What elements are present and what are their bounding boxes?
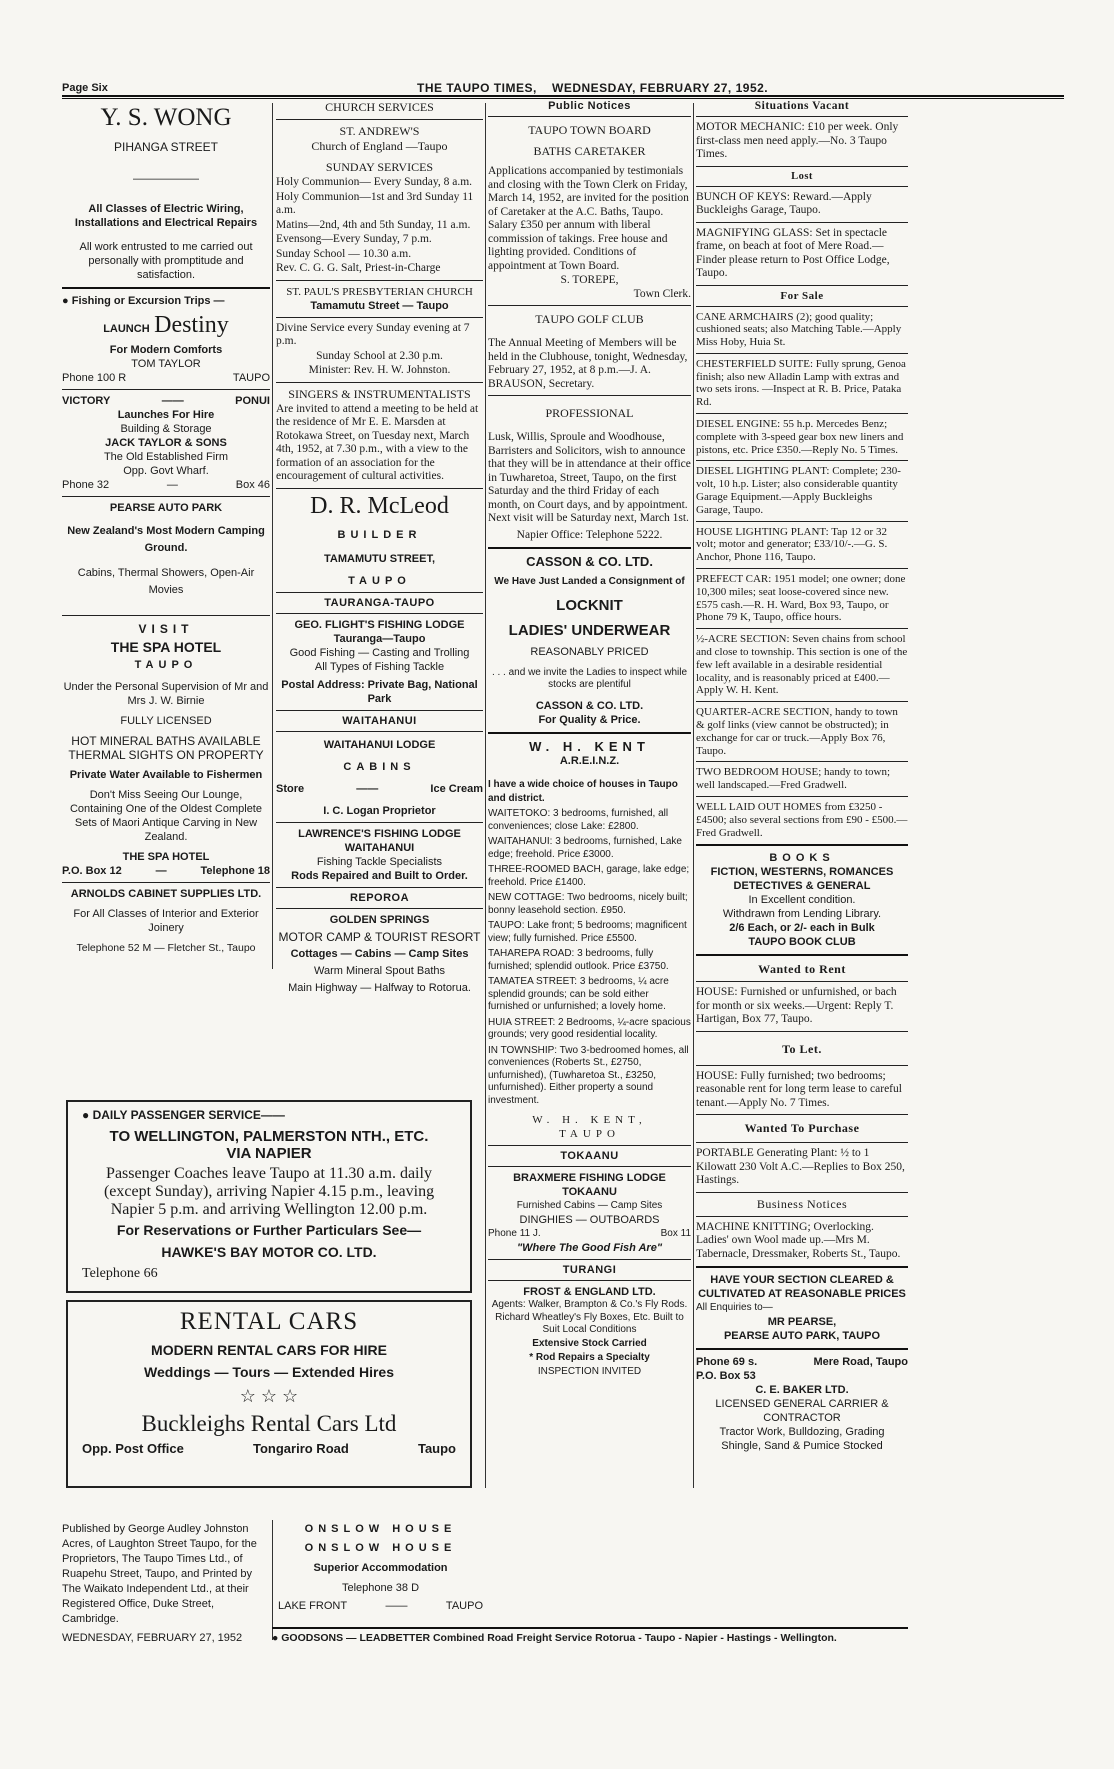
divider	[696, 1216, 908, 1217]
divider	[696, 186, 908, 187]
onslow-town: TAUPO	[445, 1600, 483, 1612]
casson-ad	[488, 554, 691, 727]
tolet-body: HOUSE: Fully furnished; two bedrooms; reasonable rent for long term lease to careful tenant.—Apply No. 7 Times.	[696, 1069, 902, 1109]
vacant-head: Situations Vacant	[754, 100, 850, 112]
spa-name: THE SPA HOTEL	[110, 639, 222, 655]
braxmere-quote: "Where The Good Fish Are"	[516, 1242, 663, 1254]
for-sale-item: TWO BEDROOM HOUSE; handy to town; well landscaped.—Fred Gradwell.	[696, 766, 891, 792]
pearse-tag: New Zealand's Most Modern Camping Ground.	[67, 525, 265, 554]
divider	[696, 844, 908, 846]
braxmere-l1: Furnished Cabins — Camp Sites	[516, 1200, 663, 1211]
golf-name: TAUPO GOLF CLUB	[535, 312, 644, 326]
waitahanui-prop: I. C. Logan Proprietor	[323, 804, 436, 817]
wanted-purchase-body: PORTABLE Generating Plant: ½ to 1 Kilowatt 230 Volt A.C.—Replies to Box 250, Hastings.	[696, 1147, 905, 1187]
church-p2: Sunday School at 2.30 p.m.	[316, 349, 443, 362]
spa-l4: THERMAL SIGHTS ON PROPERTY	[68, 748, 264, 762]
town-board-notice	[488, 123, 691, 301]
for-sale-item: QUARTER-ACRE SECTION, handy to town & golf links (view cannot be obstructed); in exchange for car or truck.—Apply Box 76, Taupo.	[696, 706, 898, 757]
reporoa-l4: Main Highway — Halfway to Rotorua.	[288, 981, 471, 994]
divider	[276, 613, 483, 614]
spa-visit: VISIT	[138, 622, 194, 636]
church-andrews: ST. ANDREW'S	[339, 124, 420, 138]
board-sign: S. TOREPE,	[560, 274, 619, 286]
lawrence-l2: Rods Repaired and Built to Order.	[291, 869, 468, 882]
kent-intro: I have a wide choice of houses in Taupo and district.	[488, 779, 678, 804]
onslow-l4: Telephone 38 D	[341, 1582, 420, 1594]
casson-l2: LOCKNIT	[556, 597, 623, 614]
destiny-comforts: For Modern Comforts	[109, 344, 223, 356]
rental-town: Taupo	[417, 1441, 456, 1456]
church-services	[276, 100, 483, 378]
passenger-body: Passenger Coaches leave Taupo at 11.30 a.m. daily (except Sunday), arriving Napier 4.15 p.m., leaving Napier 5 p.m. and arriving Wellington 12.00 p.m.	[103, 1165, 435, 1218]
divider	[276, 317, 483, 318]
divider	[276, 887, 483, 888]
flight-lodge-place: Tauranga—Taupo	[333, 632, 426, 645]
reporoa-l1: MOTOR CAMP & TOURIST RESORT	[278, 929, 481, 944]
kent-sign1: W. H. KENT,	[532, 1114, 647, 1126]
section-l2: All Enquiries to—	[696, 1302, 773, 1314]
for-sale-item: DIESEL ENGINE: 55 h.p. Mercedes Benz; complete with 3-speed gear box new liners and pistons, etc. Price £350.—Reply No. 5 Times.	[696, 418, 904, 456]
wong-dash: ——————	[133, 173, 199, 185]
victory-l4: Opp. Govt Wharf.	[123, 465, 209, 477]
wong-ad	[62, 100, 270, 282]
waitahanui-ice: Ice Cream	[430, 782, 483, 795]
kent-sub: A.R.E.I.N.Z.	[559, 755, 620, 767]
kent-listing: HUIA STREET: 2 Bedrooms, ¼-acre spacious grounds; very good residential locality.	[488, 1016, 691, 1040]
casson-l6: CASSON & CO. LTD.	[535, 700, 644, 712]
kent-listing: TAHAREPA ROAD: 3 bedrooms, fully furnished; splendid outlook. Price £3750.	[488, 948, 669, 972]
singers-notice	[276, 387, 483, 484]
lawrence-name: LAWRENCE'S FISHING LODGE	[298, 827, 461, 840]
section-l1: HAVE YOUR SECTION CLEARED & CULTIVATED AT REASONABLE PRICES	[698, 1274, 906, 1301]
frost-name: FROST & ENGLAND LTD.	[523, 1286, 656, 1298]
spa-ad	[62, 622, 270, 878]
professional-notice	[488, 406, 691, 542]
flight-lodge-name: GEO. FLIGHT'S FISHING LODGE	[294, 618, 465, 631]
rental-cars-ad	[66, 1300, 472, 1488]
divider	[488, 1166, 691, 1167]
onslow-dash: ——	[385, 1600, 408, 1612]
for-sale-item: CHESTERFIELD SUITE: Fully sprung, Genoa finish; also new Alladin Lamp with extras and two sets irons. —Inspect at R. B. Price, Pataka Rd.	[696, 357, 906, 409]
divider	[488, 732, 691, 734]
golf-notice	[488, 312, 691, 391]
lawrence-ad	[276, 827, 483, 883]
onslow-l3: Superior Accommodation	[313, 1562, 448, 1574]
waitahanui-ad	[276, 738, 483, 818]
masthead-rule	[62, 95, 1064, 99]
church-s1: Holy Communion— Every Sunday, 8 a.m.	[276, 176, 473, 188]
braxmere-l2: DINGHIES — OUTBOARDS	[519, 1214, 660, 1226]
divider	[696, 628, 908, 629]
lawrence-place: WAITAHANUI	[344, 841, 415, 854]
flight-lodge-l2: All Types of Fishing Tackle	[314, 660, 445, 673]
divider	[488, 116, 691, 117]
spa-l6: Don't Miss Seeing Our Lounge, Containing One of the Oldest Complete Sets of Maori Antique Carving in New Zealand.	[69, 789, 262, 843]
divider	[696, 1114, 908, 1115]
braxmere-lodge: BRAXMERE FISHING LODGE	[513, 1172, 666, 1184]
prof-body: Lusk, Willis, Sproule and Woodhouse, Barristers and Solicitors, wish to announce that they will be in attendance at their office in Tuwharetoa, Street, Taupo, on the first Saturday and the third Friday of each month, on Court days, and by appointment. Next visit will be Saturday next, March 1st.	[488, 431, 691, 524]
divider	[276, 119, 483, 120]
wanted-rent-head: Wanted to Rent	[758, 962, 846, 977]
rental-road: Tongariro Road	[253, 1441, 349, 1456]
books-h3: DETECTIVES & GENERAL	[733, 880, 871, 893]
kent-listing: WAITAHANUI: 3 bedrooms, furnished, Lake edge; freehold. Price £3000.	[488, 836, 682, 860]
column-divider	[693, 103, 694, 1488]
passenger-l2: VIA NAPIER	[226, 1145, 312, 1162]
passenger-service-ad	[66, 1100, 472, 1293]
vacant-body: MOTOR MECHANIC: £10 per week. Only first-class men need apply.—No. 3 Taupo Times.	[696, 121, 899, 160]
board-body: Applications accompanied by testimonials and closing with the Town Clerk on Friday, March 14, 1952, are invited for the position of Caretaker at the A.C. Baths, Taupo. Salary £350 per annum with liberal commission of takings. Free house and lighting provided. Conditions of appointment at Town Board.	[488, 165, 689, 272]
flight-lodge-l1: Good Fishing — Casting and Trolling	[289, 646, 470, 659]
baker-ad	[696, 1355, 908, 1453]
passenger-l1: TO WELLINGTON, PALMERSTON NTH., ETC.	[109, 1128, 429, 1145]
divider	[488, 1145, 691, 1146]
divider	[62, 287, 270, 289]
divider	[62, 882, 270, 883]
singers-head: SINGERS & INSTRUMENTALISTS	[288, 386, 471, 401]
frost-l4: INSPECTION INVITED	[537, 1365, 642, 1377]
divider	[696, 761, 908, 762]
kent-sign2: TAUPO	[559, 1128, 620, 1140]
rental-sub: MODERN RENTAL CARS FOR HIRE	[151, 1342, 387, 1358]
newspaper-title: THE TAUPO TIMES,	[417, 81, 537, 95]
rental-title: RENTAL CARS	[179, 1308, 359, 1335]
launch-name: Destiny	[154, 312, 229, 338]
board-role: Town Clerk.	[633, 287, 691, 300]
arnolds-ad	[62, 887, 270, 955]
section-clearing-ad	[696, 1273, 908, 1343]
church-p1: Divine Service every Sunday evening at 7 p.m.	[276, 321, 470, 347]
prof-office: Napier Office: Telephone 5222.	[516, 528, 663, 541]
board-name: TAUPO TOWN BOARD	[528, 123, 651, 137]
bullet-icon: ●	[272, 1632, 279, 1644]
tokaanu-head: TOKAANU	[560, 1150, 619, 1162]
kent-listing: IN TOWNSHIP: Two 3-bedroomed homes, all conveniences (Roberts St., £2750, unfurnished), (Tuwharetoa St., £3250, unfurnished). Either property a sound investment.	[488, 1044, 689, 1106]
frost-l1: Agents: Walker, Brampton & Co.'s Fly Rods. Richard Wheatley's Fly Boxes, Etc. Built to Suit Local Conditions	[491, 1299, 688, 1335]
trips-label: Fishing or Excursion Trips —	[71, 295, 225, 307]
passenger-l3: For Reservations or Further Particulars See—	[116, 1222, 422, 1238]
victory-left: VICTORY	[62, 395, 111, 407]
books-l1: In Excellent condition.	[748, 894, 856, 907]
tauranga-head: TAURANGA-TAUPO	[324, 596, 435, 609]
column-4	[696, 100, 908, 1625]
board-sub: BATHS CARETAKER	[533, 144, 646, 158]
section-l3: MR PEARSE,	[767, 1316, 837, 1329]
singers-body: Are invited to attend a meeting to be held at the residence of Mr E. E. Marsden at Rotokawa Street, on Tuesday next, March 4th, 1952, at 7.30 p.m., with a view to the formation of an association for the encouragement of cultural activities.	[276, 402, 479, 482]
reporoa-l3: Warm Mineral Spout Baths	[313, 964, 446, 977]
braxmere-phone: Phone 11 J.	[488, 1228, 541, 1239]
column-divider	[485, 103, 486, 1488]
wanted-purchase-head: Wanted To Purchase	[744, 1121, 860, 1136]
books-h2: FICTION, WESTERNS, ROMANCES	[710, 866, 894, 879]
for-sale-item: CANE ARMCHAIRS (2); good quality; cushioned seats; also Matching Table.—Apply Miss Hoby, Huia St.	[696, 310, 902, 349]
divider	[276, 710, 483, 711]
divider	[696, 285, 908, 286]
mcleod-ad	[276, 493, 483, 588]
imprint-divider	[272, 1520, 273, 1640]
books-ad	[696, 851, 908, 949]
baker-l1: LICENSED GENERAL CARRIER & CONTRACTOR	[715, 1398, 889, 1425]
divider	[696, 521, 908, 522]
waitahanui-dash: ——	[356, 782, 379, 795]
braxmere-place: TOKAANU	[562, 1186, 617, 1198]
imprint	[62, 1522, 270, 1644]
bullet-icon: ●	[82, 1108, 90, 1122]
church-england: Church of England —Taupo	[311, 139, 448, 153]
column-2	[276, 100, 483, 994]
destiny-town: TAUPO	[232, 372, 270, 384]
divider	[696, 460, 908, 461]
divider	[696, 568, 908, 569]
spa-dash: —	[155, 865, 167, 877]
divider	[276, 822, 483, 823]
wong-street: PIHANGA STREET	[113, 140, 219, 154]
waitahanui-lodge: WAITAHANUI LODGE	[323, 738, 436, 751]
victory-phone: Phone 32	[62, 479, 110, 491]
victory-right: PONUI	[235, 395, 270, 407]
flight-lodge-ad	[276, 618, 483, 706]
divider	[696, 1266, 908, 1268]
baker-l2: Tractor Work, Bulldozing, Grading	[719, 1426, 885, 1439]
spa-box: P.O. Box 12	[62, 865, 122, 877]
reporoa-ad	[276, 913, 483, 995]
business-head: Business Notices	[756, 1196, 848, 1211]
divider	[696, 1192, 908, 1193]
page-number: Page Six	[62, 82, 108, 94]
pearse-cabins: Cabins, Thermal Showers, Open-Air Movies	[77, 567, 255, 596]
church-s4: Evensong—Every Sunday, 7 p.m.	[276, 233, 432, 245]
rental-stars: ☆ ☆ ☆	[239, 1386, 299, 1406]
divider	[696, 222, 908, 223]
pearse-name: PEARSE AUTO PARK	[109, 502, 223, 514]
passenger-l4: HAWKE'S BAY MOTOR CO. LTD.	[161, 1244, 377, 1260]
passenger-head: DAILY PASSENGER SERVICE——	[92, 1108, 285, 1122]
church-sunday: SUNDAY SERVICES	[325, 160, 434, 174]
divider	[696, 1065, 908, 1066]
turangi-head: TURANGI	[562, 1264, 617, 1276]
waitahanui-head: WAITAHANUI	[342, 714, 417, 727]
section-l4: PEARSE AUTO PARK, TAUPO	[723, 1330, 881, 1343]
golf-body: The Annual Meeting of Members will be held in the Clubhouse, tonight, Wednesday, February 27, 1952, at 8 p.m.—J. A. BRAUSON, Secretary.	[488, 337, 688, 390]
rental-name: Buckleighs Rental Cars Ltd	[141, 1411, 397, 1436]
baker-l3: Shingle, Sand & Pumice Stocked	[721, 1440, 883, 1453]
casson-name: CASSON & CO. LTD.	[526, 554, 653, 569]
flight-lodge-addr: Postal Address: Private Bag, National Park	[281, 678, 478, 705]
onslow-l2: ONSLOW HOUSE	[304, 1542, 457, 1554]
church-head: CHURCH SERVICES	[325, 100, 434, 114]
divider	[696, 116, 908, 117]
victory-dash2: —	[166, 479, 178, 491]
books-l2: Withdrawn from Lending Library.	[722, 908, 882, 921]
column-3	[488, 100, 691, 1625]
pearse-ad	[62, 501, 270, 599]
destiny-ad	[62, 294, 270, 385]
baker-box: P.O. Box 53	[696, 1370, 756, 1383]
casson-l1: We Have Just Landed a Consignment of	[494, 576, 685, 587]
divider	[62, 496, 270, 497]
for-sale-item: DIESEL LIGHTING PLANT: Complete; 230-volt, 10 h.p. Lister; also considerable quantity Garage Equipment.—Apply Buckleighs Garage, Taupo.	[696, 465, 901, 516]
braxmere-ad	[488, 1171, 691, 1255]
church-s5: Sunday School — 10.30 a.m.	[276, 247, 412, 260]
spa-town: TAUPO	[134, 659, 198, 671]
baker-phone: Phone 69 s.	[696, 1356, 758, 1369]
books-l3: 2/6 Each, or 2/- each in Bulk	[729, 922, 875, 935]
kent-listing: TAMATEA STREET: 3 bedrooms, ¼ acre splendid grounds; can be sold either furnished or unfurnished; a lovely home.	[488, 976, 669, 1012]
destiny-phone: Phone 100 R	[62, 372, 127, 384]
footer-text: GOODSONS — LEADBETTER Combined Road Freight Service Rotorua - Taupo - Napier - Hastings - Wellington.	[281, 1632, 837, 1644]
church-s3: Matins—2nd, 4th and 5th Sunday, 11 a.m.	[276, 218, 471, 231]
victory-l2: Building & Storage	[120, 423, 212, 435]
church-p3: Minister: Rev. H. W. Johnston.	[308, 364, 451, 376]
victory-box: Box 46	[235, 479, 270, 491]
divider	[276, 731, 483, 732]
baker-road: Mere Road, Taupo	[813, 1356, 908, 1369]
divider	[276, 382, 483, 383]
arnolds-l1: For All Classes of Interior and Exterior Joinery	[73, 908, 259, 934]
divider	[276, 592, 483, 593]
for-sale-item: ½-ACRE SECTION: Seven chains from school and close to township. This section is one of the few left available in a desirable residential locality, and is reasonably priced at £400.—Apply W. H. Kent.	[696, 633, 908, 697]
divider	[696, 1031, 908, 1032]
spa-phone: Telephone 18	[200, 865, 270, 877]
divider	[276, 488, 483, 489]
for-sale-item: PREFECT CAR: 1951 model; one owner; done 10,300 miles; seat loose-covered since new. £575 cash.—R. H. Ward, Box 93, Taupo, or Phone 79 K, Taupo, office hours.	[696, 573, 906, 624]
destiny-owner: TOM TAYLOR	[131, 358, 201, 370]
waitahanui-store: Store	[276, 782, 305, 795]
spa-l3: HOT MINERAL BATHS AVAILABLE	[71, 734, 261, 748]
books-l4: TAUPO BOOK CLUB	[748, 936, 856, 949]
footer-rule	[272, 1627, 908, 1629]
casson-l7: For Quality & Price.	[538, 714, 641, 726]
church-pauls2: Tamamutu Street — Taupo	[310, 299, 449, 312]
casson-l5: . . . and we invite the Ladies to inspect while stocks are plentiful	[491, 667, 688, 690]
business-body: MACHINE KNITTING; Overlocking. Ladies' own Wool made up.—Mrs M. Tabernacle, Dressmaker, Roberts St., Taupo.	[696, 1220, 901, 1260]
divider	[696, 1348, 908, 1350]
public-notices-head: Public Notices	[548, 100, 631, 112]
divider	[696, 701, 908, 702]
divider	[696, 796, 908, 797]
mcleod-town: TAUPO	[348, 574, 411, 587]
rental-opp: Opp. Post Office	[82, 1441, 184, 1456]
frost-l2: Extensive Stock Carried	[532, 1337, 647, 1349]
divider	[696, 1142, 908, 1143]
divider	[696, 166, 908, 167]
for-sale-item: HOUSE LIGHTING PLANT: Tap 12 or 32 volt; motor and generator; £33/10/-.—G. S. Anchor, Phone 116, Taupo.	[696, 525, 888, 564]
divider	[276, 908, 483, 909]
victory-dash: ——	[161, 395, 184, 407]
onslow-house-ad	[278, 1522, 483, 1617]
wong-entrusted: All work entrusted to me carried out personally with promptitude and satisfaction.	[79, 241, 253, 281]
sale-head: For Sale	[780, 289, 824, 302]
baker-name: C. E. BAKER LTD.	[755, 1384, 849, 1397]
onslow-l1: ONSLOW HOUSE	[304, 1523, 457, 1535]
bullet-icon: ●	[62, 295, 69, 307]
frost-ad	[488, 1285, 691, 1379]
spa-l1: Under the Personal Supervision of Mr and Mrs J. W. Birnie	[63, 681, 269, 707]
mcleod-builder: BUILDER	[337, 528, 422, 541]
mcleod-name: D. R. McLeod	[310, 492, 449, 519]
lost-a2: MAGNIFYING GLASS: Set in spectacle frame, on beach at foot of Mere Road.—Finder please return to Post Office Lodge, Taupo.	[696, 226, 890, 279]
lost-a1: BUNCH OF KEYS: Reward.—Apply Buckleighs Garage, Taupo.	[696, 190, 872, 216]
divider	[488, 395, 691, 396]
spa-l2: FULLY LICENSED	[120, 715, 212, 727]
braxmere-box: Box 11	[660, 1228, 691, 1239]
divider	[696, 353, 908, 354]
launch-label: LAUNCH	[103, 323, 150, 335]
reporoa-l2: Cottages — Cabins — Camp Sites	[290, 947, 469, 960]
wong-classes: All Classes of Electric Wiring, Installations and Electrical Repairs	[74, 203, 258, 229]
church-s6: Rev. C. G. G. Salt, Priest-in-Charge	[276, 262, 441, 274]
divider	[276, 280, 483, 281]
spa-l7: THE SPA HOTEL	[122, 851, 210, 863]
kent-listing: NEW COTTAGE: Two bedrooms, nicely built; bonny leasehold section. £950.	[488, 892, 688, 916]
victory-ad	[62, 394, 270, 492]
wong-name: Y. S. WONG	[100, 104, 232, 131]
kent-listing: THREE-ROOMED BACH, garage, lake edge; freehold. Price £1400.	[488, 864, 690, 888]
kent-name: W. H. KENT	[529, 739, 650, 754]
divider	[488, 547, 691, 549]
reporoa-springs: GOLDEN SPRINGS	[329, 913, 430, 926]
column-divider	[272, 103, 273, 969]
mcleod-street: TAMAMUTU STREET,	[323, 552, 435, 565]
kent-listings	[488, 808, 691, 1107]
passenger-phone: Telephone 66	[82, 1266, 158, 1281]
waitahanui-cabins: CABINS	[343, 760, 416, 773]
divider	[696, 413, 908, 414]
prof-head: PROFESSIONAL	[545, 406, 634, 420]
imprint-date: WEDNESDAY, FEBRUARY 27, 1952	[62, 1632, 243, 1644]
reporoa-head: REPOROA	[349, 891, 410, 904]
kent-listing: WAITETOKO: 3 bedrooms, furnished, all conveniences; close Lake: £2800.	[488, 808, 669, 832]
column-1	[62, 100, 270, 968]
for-sale-list	[696, 311, 908, 840]
lost-head: Lost	[791, 170, 813, 182]
divider	[488, 1259, 691, 1260]
for-sale-item: WELL LAID OUT HOMES from £3250 - £4500; also several sections from £90 - £500.—Fred Gradwell.	[696, 801, 908, 839]
casson-l4: REASONABLY PRICED	[530, 646, 649, 658]
lawrence-l1: Fishing Tackle Specialists	[316, 855, 443, 868]
books-h1: BOOKS	[769, 852, 835, 865]
divider	[488, 305, 691, 306]
spa-l5: Private Water Available to Fishermen	[69, 769, 263, 781]
victory-l3: The Old Established Firm	[103, 451, 229, 463]
goodsons-footer	[272, 1632, 912, 1650]
frost-l3: * Rod Repairs a Specialty	[529, 1351, 650, 1363]
divider	[62, 389, 270, 390]
divider	[488, 1280, 691, 1281]
casson-l3: LADIES' UNDERWEAR	[508, 622, 671, 639]
tolet-head: To Let.	[782, 1041, 822, 1056]
imprint-body: Published by George Audley Johnston Acres, of Laughton Street Taupo, for the Proprietors, The Taupo Times Ltd., of Ruapehu Street, Taupo, and Printed by The Waikato Independent Ltd., at their Registered Office, Duke Street, Cambridge.	[62, 1523, 257, 1625]
wanted-rent-body: HOUSE: Furnished or unfurnished, or bach for month or six weeks.—Urgent: Reply T. Hartigan, Box 77, Taupo.	[696, 986, 897, 1026]
victory-firm: JACK TAYLOR & SONS	[105, 437, 227, 449]
arnolds-name: ARNOLDS CABINET SUPPLIES LTD.	[70, 888, 262, 900]
victory-l1: Launches For Hire	[117, 409, 215, 421]
kent-listing: TAUPO: Lake front; 5 bedrooms; magnificent view; fully furnished. Price £5500.	[488, 920, 687, 944]
divider	[696, 981, 908, 982]
kent-ad	[488, 739, 691, 1141]
rental-l1: Weddings — Tours — Extended Hires	[144, 1364, 394, 1380]
issue-date: WEDNESDAY, FEBRUARY 27, 1952.	[552, 81, 769, 95]
church-s2: Holy Communion—1st and 3rd Sunday 11 a.m.	[276, 190, 474, 216]
divider	[696, 954, 908, 956]
church-pauls: ST. PAUL'S PRESBYTERIAN CHURCH	[286, 285, 473, 298]
onslow-front: LAKE FRONT	[278, 1600, 348, 1612]
divider	[62, 615, 270, 616]
arnolds-phone: Telephone 52 M — Fletcher St., Taupo	[76, 942, 256, 954]
divider	[696, 306, 908, 307]
